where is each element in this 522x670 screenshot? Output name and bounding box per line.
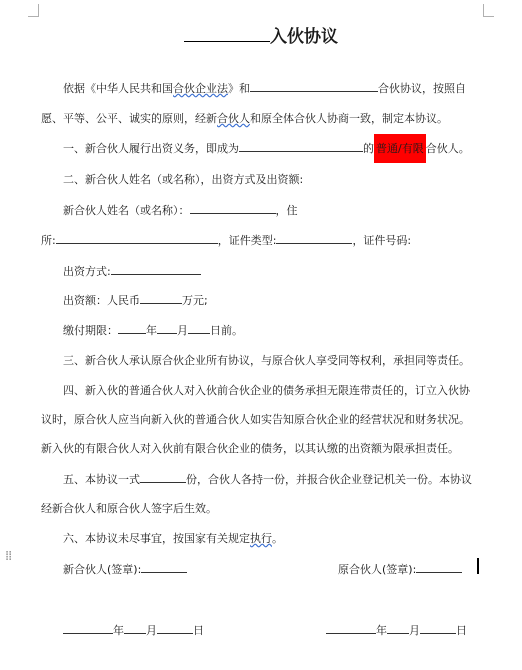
original-partner-date (326, 622, 467, 638)
original-partner-signature (338, 561, 462, 577)
blank-field[interactable] (111, 263, 201, 275)
title-blank[interactable] (184, 27, 270, 42)
address-line (41, 232, 411, 248)
new-partner-date (63, 622, 204, 638)
partner-name-line (63, 202, 298, 218)
text: 和原全体合伙人协商一致，制定本协议。 (250, 112, 448, 125)
blank-field[interactable] (124, 622, 146, 634)
text: 月 (409, 624, 420, 637)
page-corner-mark-left (28, 4, 39, 17)
text: 月 (177, 324, 188, 337)
text: 依据《中华人民共和国 (63, 82, 173, 95)
clause-4-line-1: 四、新入伙的普通合伙人对入伙前合伙企业的债务承担无限连带责任的，订立入伙协 (63, 384, 470, 397)
blank-field[interactable] (118, 322, 146, 334)
signature-field[interactable] (141, 561, 187, 573)
text: 一、新合伙人履行出资义务，即成为 (63, 142, 239, 155)
text: 所: (41, 234, 56, 247)
clause-2: 二、新合伙人姓名（或名称），出资方式及出资额: (63, 173, 304, 186)
document-title (0, 22, 522, 47)
text: ，住 (275, 204, 298, 217)
blank-field[interactable] (140, 471, 186, 483)
text: 合伙人 (217, 112, 250, 125)
text: 出资额：人民币 (63, 294, 140, 307)
text: ，证件类型: (217, 234, 277, 247)
text: 五、本协议一式 (63, 473, 140, 486)
text: 年 (376, 624, 387, 637)
blank-field[interactable] (276, 232, 352, 244)
text: 月 (146, 624, 157, 637)
blank-field[interactable] (188, 322, 210, 334)
text: 原合伙人(签章): (338, 563, 417, 576)
payment-deadline-line (63, 322, 243, 338)
highlighted-text: 普通/有限 (374, 134, 426, 163)
text: 的 (363, 142, 374, 155)
blank-field[interactable] (420, 622, 456, 634)
blank-field[interactable] (239, 140, 363, 152)
text: 万元; (182, 294, 208, 307)
text: 。 (272, 532, 283, 545)
text: 日前。 (210, 324, 243, 337)
blank-field[interactable] (250, 80, 378, 92)
text: 执行 (250, 532, 272, 545)
page-corner-mark-right (483, 4, 494, 17)
text: 新合伙人姓名（或名称）： (63, 204, 190, 217)
text: 日 (193, 624, 204, 637)
text: 年 (146, 324, 157, 337)
blank-field[interactable] (157, 622, 193, 634)
new-partner-signature (63, 561, 187, 577)
signature-field[interactable] (416, 561, 462, 573)
text: 合伙人。 (425, 142, 470, 155)
text: 六、本协议未尽事宜，按国家有关规定 (63, 532, 250, 545)
clause-5-line-1 (63, 471, 472, 487)
clause-4-line-3: 新入伙的有限合伙人对入伙前有限合伙企业的债务，以其认缴的出资额为限承担责任。 (41, 442, 459, 455)
clause-6 (63, 530, 283, 546)
text: 愿、平等、公平、诚实的原则，经新 (41, 112, 217, 125)
drag-handle-icon[interactable]: ⁞⁞ (5, 549, 12, 564)
title-text: 入伙协议 (270, 27, 338, 47)
clause-3: 三、新合伙人承认原合伙企业所有协议，与原合伙人享受同等权利，承担同等责任。 (63, 354, 470, 367)
text: ，证件号码: (352, 234, 412, 247)
blank-field[interactable] (326, 622, 376, 634)
text: 》和 (228, 82, 250, 95)
blank-field[interactable] (63, 622, 113, 634)
text: 年 (113, 624, 124, 637)
paragraph-1-line-2 (41, 110, 448, 126)
paragraph-1-line-1 (63, 80, 466, 96)
clause-5-line-2: 经新合伙人和原合伙人签字后生效。 (41, 502, 217, 515)
text: 日 (456, 624, 467, 637)
blank-field[interactable] (140, 292, 182, 304)
text: 份，合伙人各持一份，并报合伙企业登记机关一份。本协议 (186, 473, 472, 486)
blank-field[interactable] (387, 622, 409, 634)
contribution-amount-line (63, 292, 208, 308)
contribution-method-line (63, 263, 201, 279)
text-cursor (477, 558, 479, 574)
clause-1 (63, 140, 470, 156)
text: 出资方式: (63, 265, 111, 278)
clause-4-line-2: 议时，原合伙人应当向新入伙的普通合伙人如实告知原合伙企业的经营状况和财务状况。 (41, 413, 470, 426)
text: 合伙企业法 (173, 82, 228, 95)
blank-field[interactable] (56, 232, 218, 244)
text: 合伙协议，按照自 (378, 82, 466, 95)
blank-field[interactable] (157, 322, 177, 334)
text: 新合伙人(签章): (63, 563, 142, 576)
text: 缴付期限： (63, 324, 118, 337)
blank-field[interactable] (190, 202, 276, 214)
